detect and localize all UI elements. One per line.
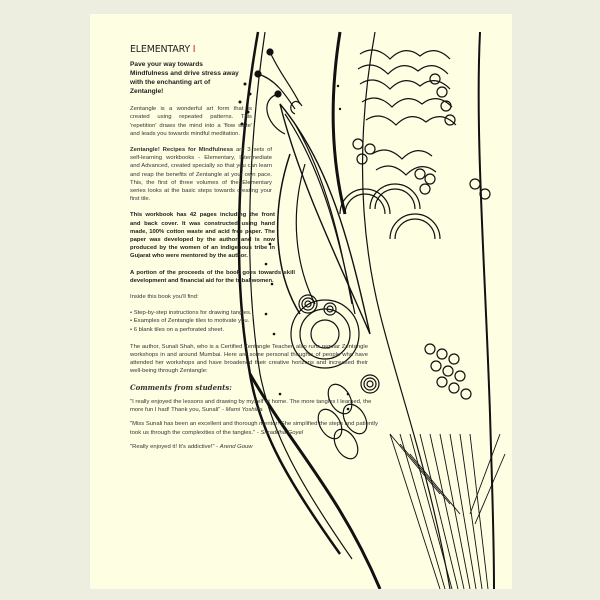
paragraph-author: The author, Sunali Shah, who is a Certified Zentangle Teacher, also runs regular Zentangle workshops in and around Mumbai. Here are some personal thoughts of people who have attended her workshops and have broadened their creative horizons and increased their well-being through Zentangle: [130, 343, 368, 375]
comment-text: "I really enjoyed the lessons and drawing by myself at home. The more tangles I learned, the more fun I had! Thank you, Sunali" - [130, 398, 372, 414]
comment-author: Arend Gouw [219, 443, 253, 450]
inside-list [130, 309, 380, 334]
series-text: are 3 sets of self-learning workbooks - Elementary, Intermediate and Advanced, created specially so that you can learn and reap the benefits of Zentangle at your own pace. This, the first of three volumes of the Elementary series looks at the basic steps towards creating your first tile. [130, 147, 272, 203]
comment-text: "Miss Sunali has been an excellent and thorough mentor! She simplified the steps and patiently took us through the complexities of the tangles." - [130, 421, 379, 436]
paragraph-series-description [130, 146, 272, 203]
student-comment [130, 420, 382, 436]
title-text: ELEMENTARY [130, 44, 190, 55]
list-item: • Examples of Zentangle tiles to motivate you. [130, 318, 250, 325]
comment-text: "Really enjoyed it! It's addictive!" - [130, 443, 220, 450]
list-item: • 6 blank tiles on a perforated sheet. [130, 326, 225, 333]
paragraph-proceeds: A portion of the proceeds of the book goes towards skill development and financial aid for the tribal women. [130, 269, 295, 284]
student-comment [130, 443, 382, 451]
paragraph-zentangle-description: Zentangle is a wonderful art form that is created using repeated patterns. This 'repetition' draws the mind into a 'flow state' and leads you towards mindful meditation. [130, 106, 252, 137]
volume-number: I [192, 44, 196, 55]
paragraph-workbook-details: This workbook has 42 pages including the front and back cover. It was constructed using hand made, 100% cotton waste and acid free paper. The paper was developed by the author and is now produced by the women of an indigenous tribe in Gujarat who were mentored by the author. [130, 212, 275, 260]
comment-author: Shraddha Goyel [260, 429, 304, 436]
inside-heading: Inside this book you'll find: [130, 294, 199, 301]
comments-heading: Comments from students: [130, 382, 232, 392]
comment-author: Mami Yoshida [225, 407, 263, 414]
series-title: Zentangle! Recipes for Mindfulness [130, 147, 234, 154]
page-title [130, 46, 380, 54]
book-page [90, 14, 512, 589]
student-comment [130, 398, 382, 414]
text-column [130, 46, 380, 457]
list-item: • Step-by-step instructions for drawing tangles. [130, 310, 252, 317]
intro-tagline: Pave your way towards Mindfulness and drive stress away with the enchanting art of Zentangle! [130, 61, 239, 96]
